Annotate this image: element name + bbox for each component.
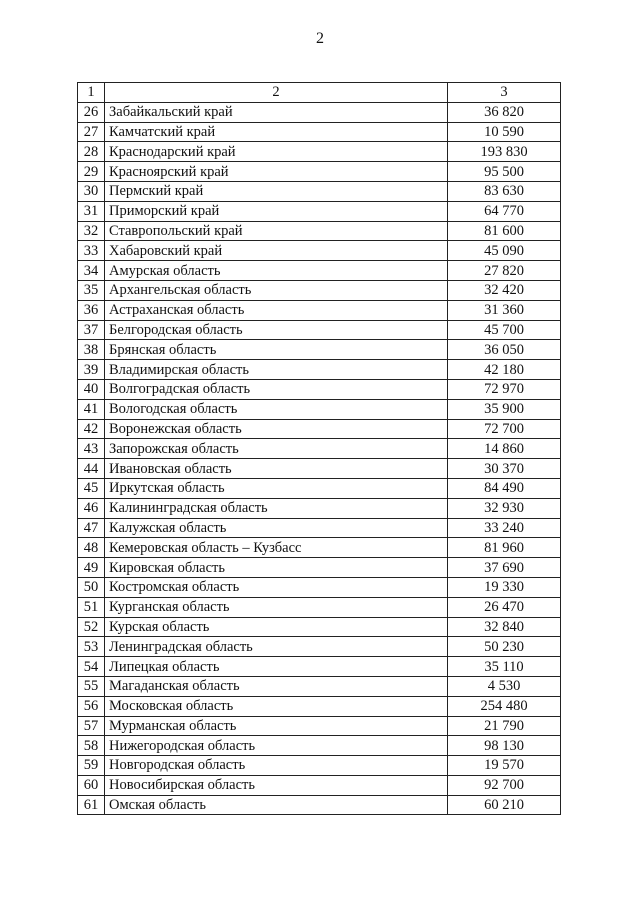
row-number: 46 [78,498,105,518]
region-name: Костромская область [105,577,448,597]
region-name: Омская область [105,795,448,815]
table-row [78,201,561,221]
region-name: Воронежская область [105,419,448,439]
row-value: 60 210 [448,795,561,815]
row-number: 44 [78,459,105,479]
table-row [78,597,561,617]
region-name: Калининградская область [105,498,448,518]
table-row [78,439,561,459]
row-value: 193 830 [448,142,561,162]
row-value: 254 480 [448,696,561,716]
row-value: 84 490 [448,478,561,498]
table-row [78,716,561,736]
row-value: 35 110 [448,657,561,677]
row-number: 52 [78,617,105,637]
row-number: 60 [78,775,105,795]
row-value: 36 820 [448,102,561,122]
table-body [78,102,561,815]
region-name: Ставропольский край [105,221,448,241]
table-row [78,498,561,518]
region-name: Забайкальский край [105,102,448,122]
row-value: 21 790 [448,716,561,736]
row-value: 42 180 [448,360,561,380]
region-name: Новгородская область [105,756,448,776]
region-name: Курская область [105,617,448,637]
row-value: 26 470 [448,597,561,617]
region-name: Мурманская область [105,716,448,736]
table-row [78,538,561,558]
row-value: 98 130 [448,736,561,756]
table-row [78,399,561,419]
row-number: 39 [78,360,105,380]
region-table [77,82,561,815]
table-row [78,795,561,815]
region-name: Кемеровская область – Кузбасс [105,538,448,558]
row-value: 64 770 [448,201,561,221]
row-value: 35 900 [448,399,561,419]
row-value: 33 240 [448,518,561,538]
region-name: Амурская область [105,261,448,281]
row-number: 32 [78,221,105,241]
row-value: 45 700 [448,320,561,340]
row-number: 47 [78,518,105,538]
region-name: Краснодарский край [105,142,448,162]
row-number: 49 [78,558,105,578]
table-row [78,419,561,439]
table-row [78,379,561,399]
table-row [78,676,561,696]
table-row [78,102,561,122]
table-row [78,142,561,162]
row-number: 42 [78,419,105,439]
row-number: 58 [78,736,105,756]
region-name: Запорожская область [105,439,448,459]
row-value: 19 330 [448,577,561,597]
region-name: Волгоградская область [105,379,448,399]
row-number: 40 [78,379,105,399]
row-value: 81 600 [448,221,561,241]
row-value: 50 230 [448,637,561,657]
row-number: 55 [78,676,105,696]
row-number: 41 [78,399,105,419]
region-name: Ленинградская область [105,637,448,657]
row-value: 4 530 [448,676,561,696]
table-row [78,300,561,320]
region-name: Владимирская область [105,360,448,380]
table-row [78,181,561,201]
table-row [78,221,561,241]
region-name: Астраханская область [105,300,448,320]
table-row [78,261,561,281]
table-row [78,122,561,142]
table-row [78,320,561,340]
row-value: 30 370 [448,459,561,479]
row-number: 28 [78,142,105,162]
table-header-row [78,83,561,103]
region-name: Приморский край [105,201,448,221]
row-value: 37 690 [448,558,561,578]
region-name: Хабаровский край [105,241,448,261]
row-value: 72 970 [448,379,561,399]
row-value: 32 420 [448,280,561,300]
row-number: 48 [78,538,105,558]
row-number: 37 [78,320,105,340]
region-name: Брянская область [105,340,448,360]
table-row [78,360,561,380]
region-name: Нижегородская область [105,736,448,756]
header-col-1: 1 [78,83,105,103]
table-row [78,657,561,677]
region-name: Курганская область [105,597,448,617]
row-value: 72 700 [448,419,561,439]
table-row [78,696,561,716]
region-name: Магаданская область [105,676,448,696]
table-row [78,637,561,657]
header-col-3: 3 [448,83,561,103]
table-row [78,518,561,538]
table-row [78,459,561,479]
row-number: 53 [78,637,105,657]
row-number: 34 [78,261,105,281]
row-value: 36 050 [448,340,561,360]
region-name: Новосибирская область [105,775,448,795]
table-row [78,775,561,795]
row-number: 35 [78,280,105,300]
row-value: 27 820 [448,261,561,281]
row-number: 51 [78,597,105,617]
row-number: 26 [78,102,105,122]
row-value: 83 630 [448,181,561,201]
row-value: 32 930 [448,498,561,518]
table-row [78,340,561,360]
row-value: 31 360 [448,300,561,320]
row-value: 81 960 [448,538,561,558]
table-row [78,736,561,756]
header-col-2: 2 [105,83,448,103]
row-value: 45 090 [448,241,561,261]
row-number: 27 [78,122,105,142]
region-name: Московская область [105,696,448,716]
row-number: 38 [78,340,105,360]
region-name: Кировская область [105,558,448,578]
table-row [78,241,561,261]
row-number: 45 [78,478,105,498]
table-row [78,558,561,578]
row-value: 19 570 [448,756,561,776]
table-row [78,280,561,300]
row-value: 10 590 [448,122,561,142]
table-row [78,577,561,597]
region-name: Иркутская область [105,478,448,498]
row-number: 61 [78,795,105,815]
table-row [78,162,561,182]
region-name: Камчатский край [105,122,448,142]
row-number: 57 [78,716,105,736]
row-value: 14 860 [448,439,561,459]
row-number: 43 [78,439,105,459]
row-number: 30 [78,181,105,201]
row-number: 50 [78,577,105,597]
row-number: 54 [78,657,105,677]
row-value: 95 500 [448,162,561,182]
row-number: 33 [78,241,105,261]
table-row [78,617,561,637]
page-number: 2 [316,30,324,47]
region-name: Ивановская область [105,459,448,479]
row-number: 59 [78,756,105,776]
row-value: 32 840 [448,617,561,637]
region-name: Пермский край [105,181,448,201]
region-name: Белгородская область [105,320,448,340]
region-name: Архангельская область [105,280,448,300]
region-name: Красноярский край [105,162,448,182]
region-name: Липецкая область [105,657,448,677]
row-number: 36 [78,300,105,320]
table-row [78,756,561,776]
row-number: 56 [78,696,105,716]
row-number: 29 [78,162,105,182]
row-value: 92 700 [448,775,561,795]
table-row [78,478,561,498]
region-name: Калужская область [105,518,448,538]
row-number: 31 [78,201,105,221]
region-name: Вологодская область [105,399,448,419]
